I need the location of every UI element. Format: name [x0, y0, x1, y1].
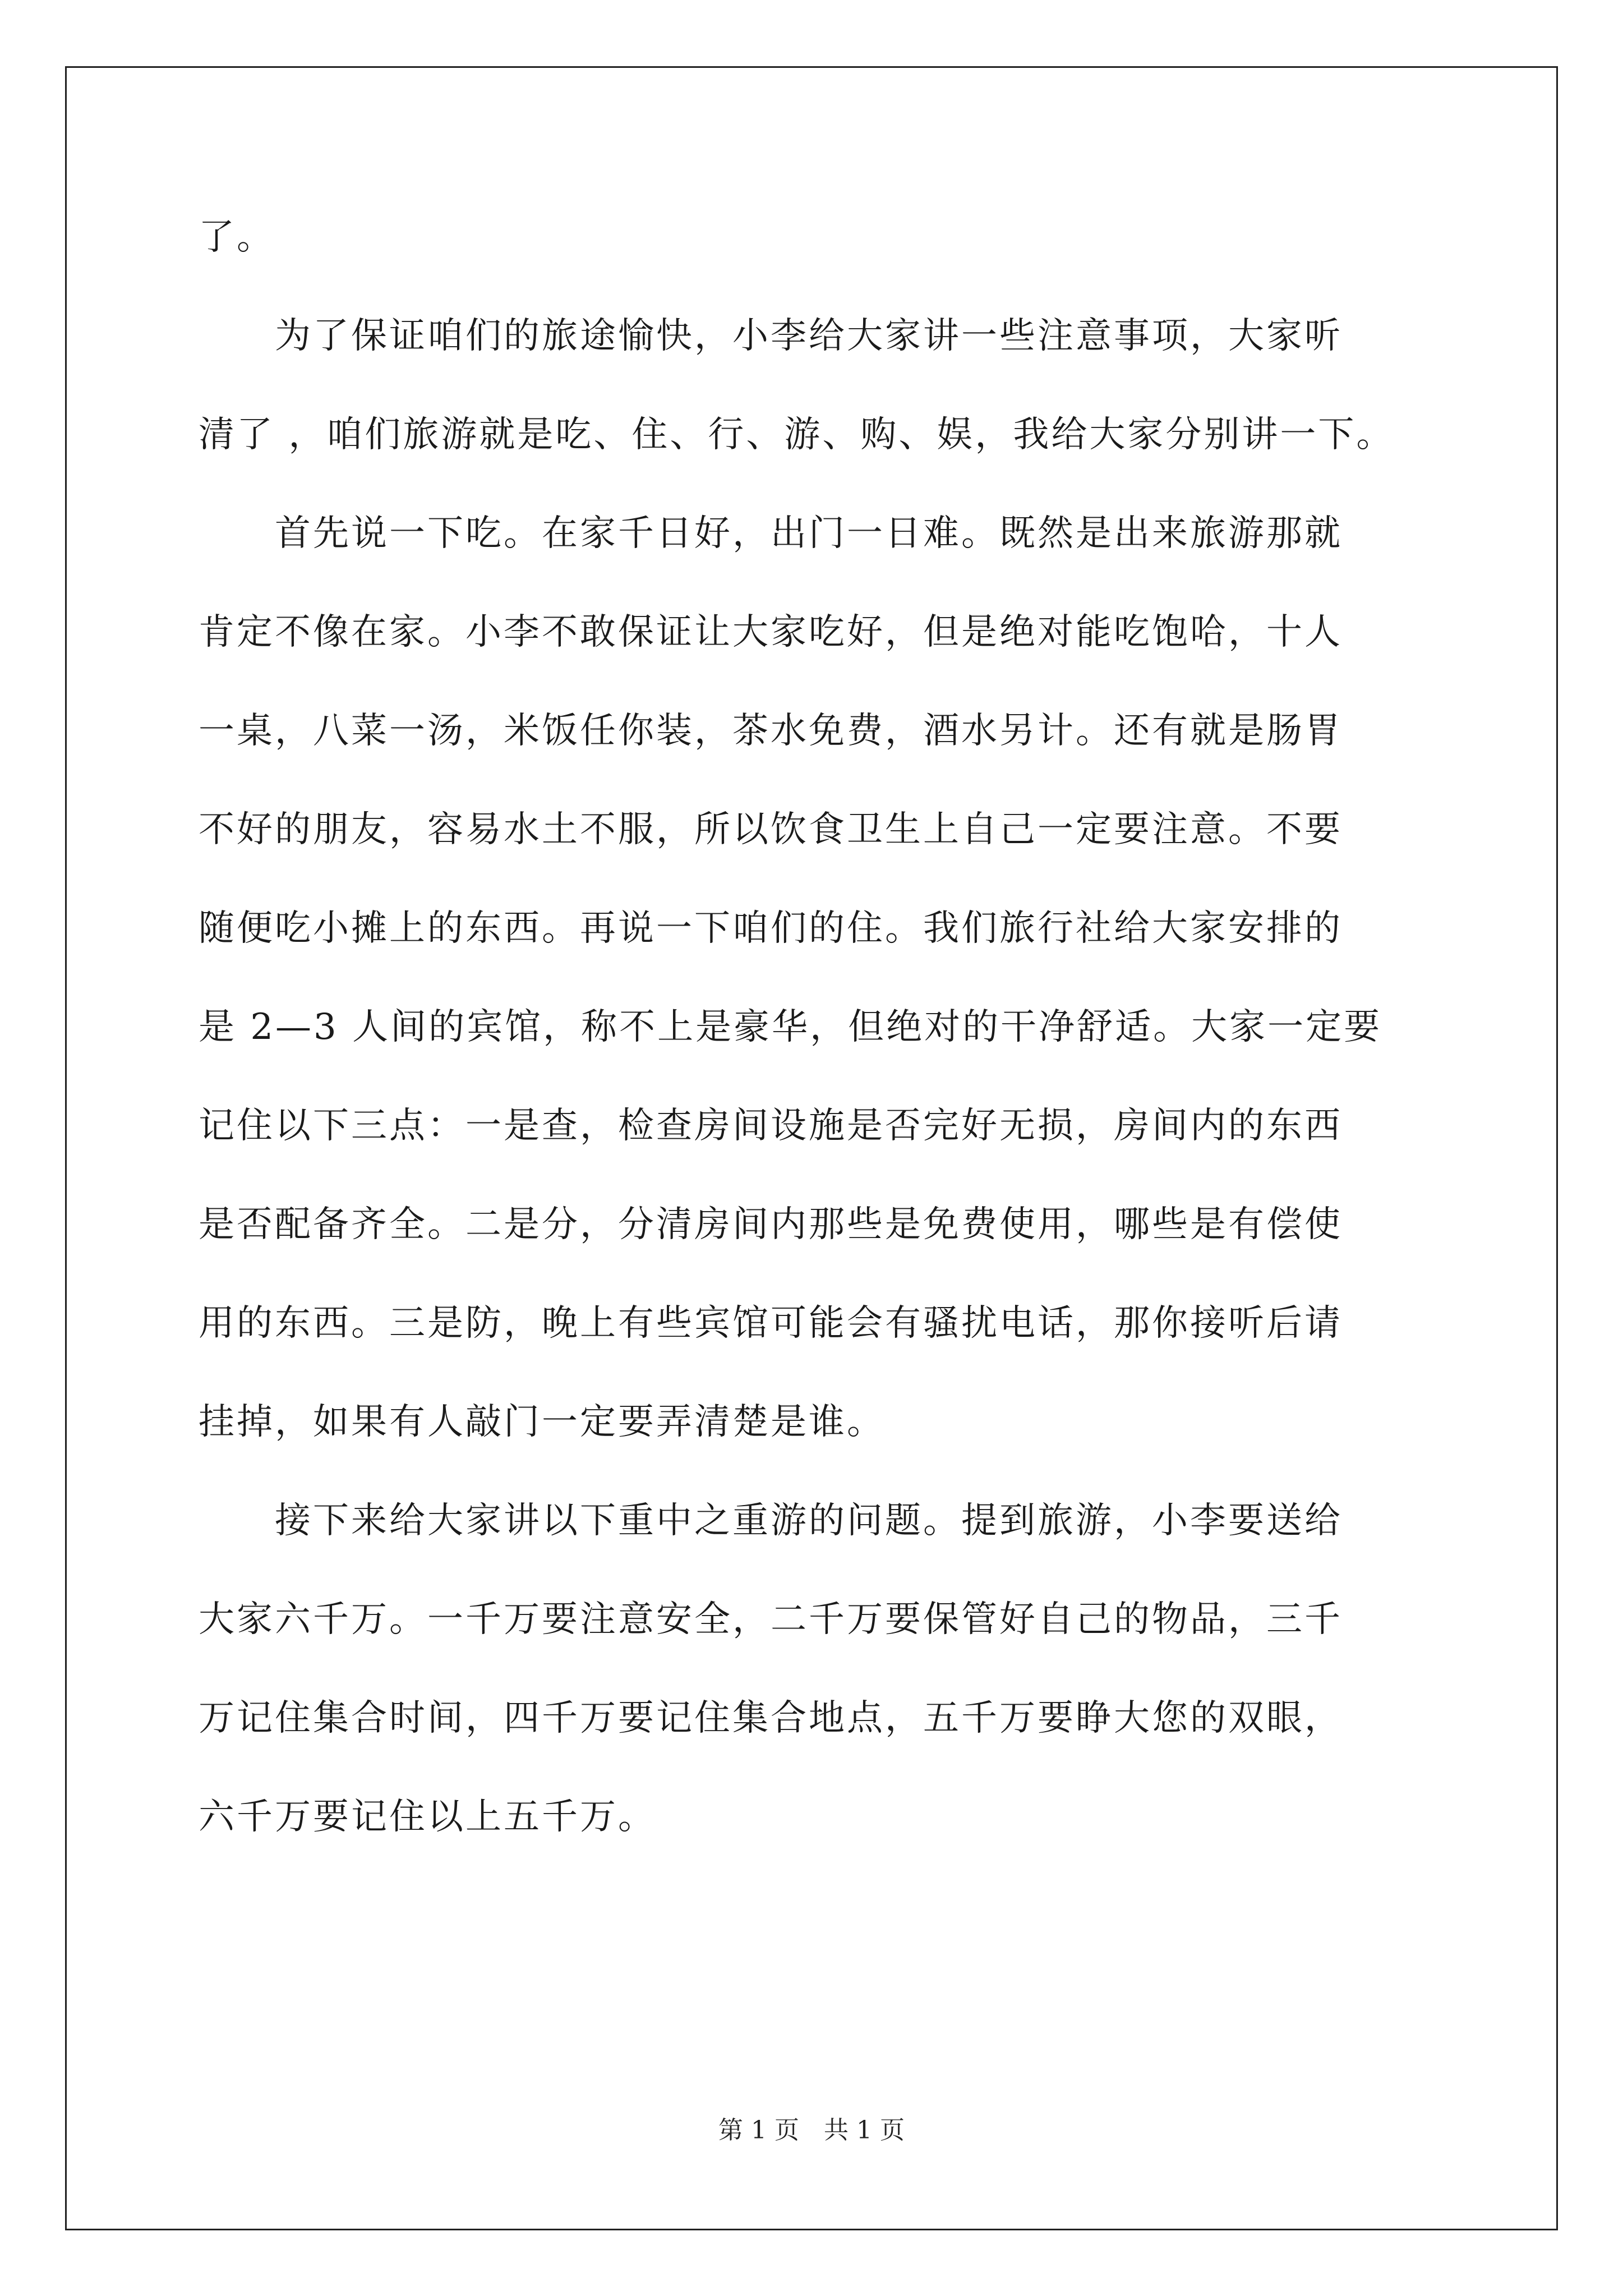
text-line: 首先说一下吃。在家千日好，出门一日难。既然是出来旅游那就: [199, 513, 1343, 554]
text-line: 六千万要记住以上五千万。: [199, 1796, 656, 1838]
text-line: 不好的朋友，容易水土不服，所以饮食卫生上自己一定要注意。不要: [199, 809, 1343, 850]
text-line: 用的东西。三是防，晚上有些宾馆可能会有骚扰电话，那你接听后请: [199, 1303, 1343, 1344]
text-line: 挂掉，如果有人敲门一定要弄清楚是谁。: [199, 1401, 885, 1443]
text-line: 是否配备齐全。二是分，分清房间内那些是免费使用，哪些是有偿使: [199, 1204, 1343, 1245]
text-line: 一桌，八菜一汤，米饭任你装，茶水免费，酒水另计。还有就是肠胃: [199, 710, 1343, 752]
text-line: 为了保证咱们的旅途愉快，小李给大家讲一些注意事项，大家听: [199, 315, 1343, 357]
text-line: 随便吃小摊上的东西。再说一下咱们的住。我们旅行社给大家安排的: [199, 908, 1343, 949]
page-footer: 第 1 页 共 1 页: [718, 2116, 905, 2145]
text-line: 万记住集合时间，四千万要记住集合地点，五千万要睁大您的双眼，: [199, 1697, 1343, 1739]
text-line: 肯定不像在家。小李不敢保证让大家吃好，但是绝对能吃饱哈，十人: [199, 611, 1343, 653]
text-line: 大家六千万。一千万要注意安全，二千万要保管好自己的物品，三千: [199, 1599, 1343, 1640]
text-line: 清了 ，咱们旅游就是吃、住、行、游、购、娱，我给大家分别讲一下。: [199, 414, 1395, 455]
text-line: 了。: [199, 217, 275, 258]
text-line: 记住以下三点：一是查，检查房间设施是否完好无损，房间内的东西: [199, 1105, 1343, 1147]
document-body: [199, 188, 1444, 1866]
text-line: 接下来给大家讲以下重中之重游的问题。提到旅游，小李要送给: [199, 1500, 1343, 1542]
text-line: 是 2—3 人间的宾馆，称不上是豪华，但绝对的干净舒适。大家一定要: [199, 1006, 1382, 1048]
